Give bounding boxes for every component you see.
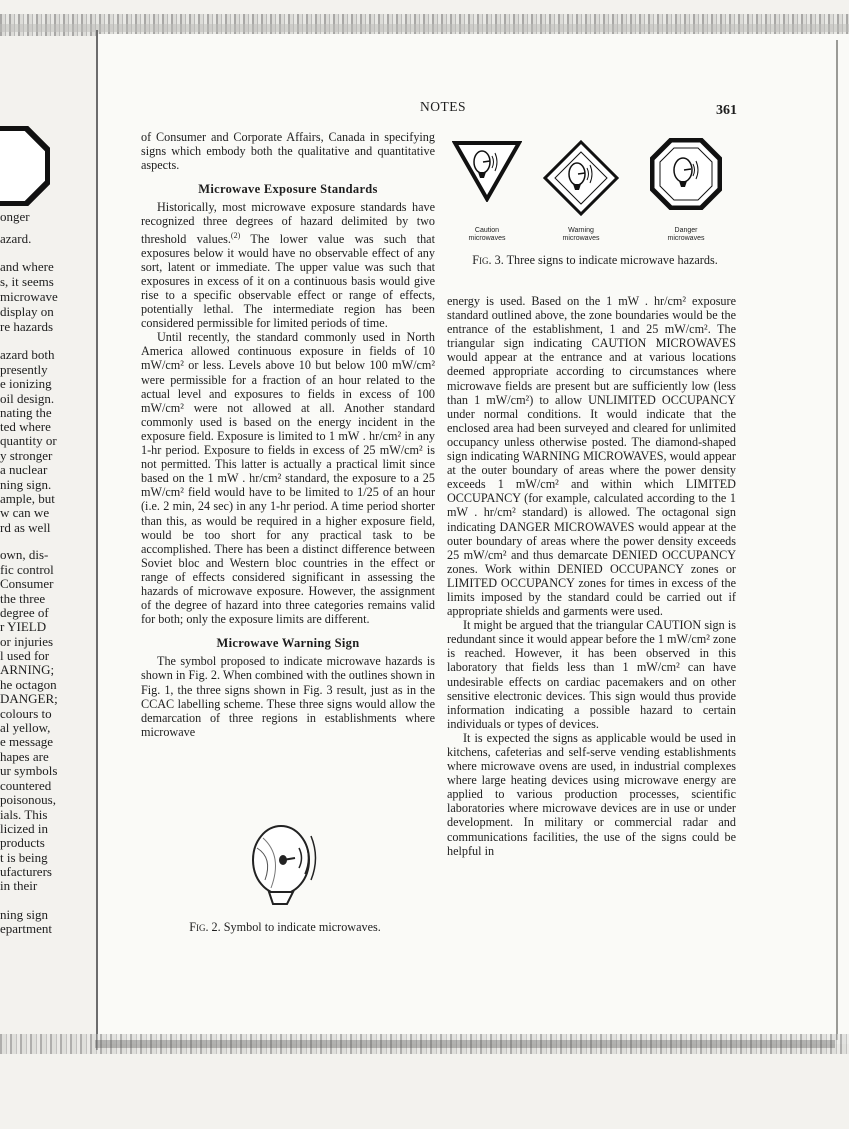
paragraph-might-be-argued: It might be argued that the triangular CAUTION sign is redundant since it would appear before the 1 mW/cm² zone is reached. However, it has been observed in this laboratory that fields less than 1 mW/cm² can have undesirable effects on cardiac pacemakers and on other sensitive electronic devices. This sign would thus provide information indicating a possible hazard to certain individuals or types of devices. <box>447 618 736 731</box>
text-column-right <box>447 294 736 858</box>
sign-label-line2: microwaves <box>468 235 506 242</box>
scan-edge-bottom-shadow <box>95 1040 835 1048</box>
sign-label-line1: Warning <box>568 227 594 234</box>
paragraph-text: Historically, most microwave exposure standards have recognized three degrees of hazard delimited by two threshold values. <box>141 200 435 246</box>
facing-page-fragment-line: e ionizing <box>0 376 52 391</box>
facing-page-fragment-line: a nuclear <box>0 462 48 477</box>
facing-page-fragment-line: ur symbols <box>0 763 58 778</box>
facing-page-fragment-line: display on <box>0 304 54 319</box>
facing-page-fragment-line: microwave <box>0 289 58 304</box>
facing-page-fragment-line: rd as well <box>0 520 51 535</box>
facing-page-fragment <box>0 0 97 1129</box>
facing-page-fragment-line: re hazards <box>0 319 54 334</box>
facing-page-fragment-line: or injuries <box>0 634 54 649</box>
facing-page-fragment-line: DANGER; <box>0 691 58 706</box>
running-title: NOTES <box>420 99 466 114</box>
octagon-sign-fragment-icon <box>0 126 50 206</box>
facing-page-fragment-line: and where <box>0 259 54 274</box>
facing-page-fragment-line: Consumer <box>0 576 54 591</box>
facing-page-fragment-line: colours to <box>0 706 52 721</box>
facing-page-fragment-line: ARNING; <box>0 662 55 677</box>
facing-page-fragment-line: ning sign <box>0 907 49 922</box>
danger-octagon-sign-icon <box>650 138 722 210</box>
facing-page-fragment-line: oil design. <box>0 391 55 406</box>
paragraph-until-recently: Until recently, the standard commonly used in North America allowed continuous exposure in fields of 10 mW/cm² or less. Levels above 10 but below 100 mW/cm² were permissible for a fraction of an hour related to the actual level and exposures to fields in excess of 100 mW/cm² were not allowed at all. Another standard commonly used is based on the energy incident in the exposure field. Exposure is limited to 1 mW . hr/cm² in any 1-hr period. Exposure to fields in excess of 25 mW/cm² is not permitted. This latter is actually a practical limit since based on the 1 mW . hr/cm² standard, the exposure to a 25 mW/cm² field would have to be limited to 1/25 of an hour (i.e. 2 min, 24 sec) in any 1-hr period. A time period shorter than this, as would be required in a higher exposure field, would be too short for any practical task to be accomplished. There has been a distinct difference between Soviet bloc and Western bloc countries in the effect or range of effects considered significant in assessing the hazards of microwave exposure. However, the assignment of the degree of hazard into three categories remains valid for both; only the exposure limits are different. <box>141 330 435 627</box>
warning-diamond-sign-icon <box>543 140 619 216</box>
facing-page-fragment-line: r YIELD <box>0 619 47 634</box>
facing-page-fragment-line: azard. <box>0 231 32 246</box>
sign-label-line1: Caution <box>474 227 500 234</box>
paragraph-it-is-expected: It is expected the signs as applicable would be used in kitchens, cafeterias and self-serve vending establishments where microwave ovens are used, in industrial complexes where large heating devices using microwave energy are applied to various production processes, scientific laboratories where microwave devices are in use or under development. In military or commercial radar and communications facilities, the use of the signs could be helpful in <box>447 730 736 858</box>
facing-page-fragment-line: in their <box>0 878 38 893</box>
facing-page-fragment-line: ning sign. <box>0 477 52 492</box>
intro-paragraph: of Consumer and Corporate Affairs, Canada in specifying signs which embody both the qualitative and quantitative aspects. <box>141 130 435 173</box>
facing-page-fragment-line: l used for <box>0 648 50 663</box>
page-right-edge <box>836 40 838 1040</box>
facing-page-fragment-line: w can we <box>0 505 50 520</box>
facing-page-fragment-line: hapes are <box>0 749 49 764</box>
facing-page-fragment-line: own, dis- <box>0 547 49 562</box>
figure-2-caption <box>160 920 410 934</box>
facing-page-fragment-line: countered <box>0 778 52 793</box>
sign-label-danger <box>660 227 712 243</box>
facing-page-fragment-line: e message <box>0 734 54 749</box>
sign-label-line1: Danger <box>674 227 698 234</box>
facing-page-fragment-line: ufacturers <box>0 864 52 879</box>
sign-label-line2: microwaves <box>562 235 600 242</box>
figure-2-label: Fig. 2. <box>189 920 221 934</box>
section-heading-warning-sign: Microwave Warning Sign <box>216 636 360 651</box>
facing-page-fragment-line: azard both <box>0 347 55 362</box>
figure-2-text: Symbol to indicate microwaves. <box>223 920 381 934</box>
facing-page-fragment-line: ials. This <box>0 807 48 822</box>
figure-3-caption <box>470 253 720 267</box>
facing-page-fragment-line: poisonous, <box>0 792 56 807</box>
facing-page-fragment-line: fic control <box>0 562 54 577</box>
sign-label-line2: microwaves <box>667 235 705 242</box>
facing-page-fragment-line: quantity or <box>0 433 57 448</box>
paragraph-text-cont: The lower value was such that exposures below it would have no observable effect of any sort, latent or immediate. The upper value was such that exposures in excess of it on a continuous basis would give rise to a specific observable effect or range of effects, potentially lethal. The intermediate region has been considered permissible for limited periods of time. <box>141 231 435 331</box>
facing-page-fragment-line: degree of <box>0 605 49 620</box>
section-heading-exposure-standards: Microwave Exposure Standards <box>198 182 378 197</box>
paragraph-historically <box>141 200 435 330</box>
caution-triangle-sign-icon <box>452 140 522 202</box>
figure-3-label: Fig. 3. <box>472 253 504 267</box>
paragraph-symbol-proposed: The symbol proposed to indicate microwave hazards is shown in Fig. 2. When combined with the outlines shown in Fig. 1, the three signs shown in Fig. 3 result, just as in the CCAC labelling scheme. These three signs would allow the demarcation of three regions in establishments where microwave <box>141 654 435 739</box>
page-number: 361 <box>716 103 737 118</box>
facing-page-fragment-line: licized in <box>0 821 49 836</box>
facing-page-fragment-line: al yellow, <box>0 720 51 735</box>
facing-page-fragment-line: ted where <box>0 419 51 434</box>
facing-page-fragment-line: s, it seems <box>0 274 54 289</box>
facing-page-fragment-line: nating the <box>0 405 52 420</box>
paragraph-energy-is-used: energy is used. Based on the 1 mW . hr/cm² exposure standard outlined above, the zone boundaries would be the entrance of the establishment, 1 and 25 mW/cm². The triangular sign indicating CAUTION MICROWAVES would appear at the entrance and at various locations deemed appropriate according to circumstances where microwave fields are present but are sufficiently low (less than 1 mW/cm²) to allow UNLIMITED OCCUPANCY under normal conditions. It would indicate that the enclosed area had been surveyed and cleared for unlimited occupancy unless otherwise posted. The diamond-shaped sign indicating WARNING MICROWAVES, would appear at the outer boundary of areas where the power density exceeds 1 mW/cm² and within which LIMITED OCCUPANCY (for example, calculated according to the 1 mW . hr/cm² standard) is allowed. The octagonal sign indicating DANGER MICROWAVES would appear at the outer boundary of areas where the power density exceeds 25 mW/cm² and thus demarcate DENIED OCCUPANCY zones. Work within DENIED OCCUPANCY zones or LIMITED OCCUPANCY zones for times in excess of the limits imposed by the standard could be carried out if appropriate shields and garments were used. <box>447 294 736 619</box>
figure-3-text: Three signs to indicate microwave hazards. <box>506 253 718 267</box>
facing-page-fragment-line: t is being <box>0 850 48 865</box>
sign-label-caution <box>462 227 512 243</box>
facing-page-fragment-line: presently <box>0 362 48 377</box>
reference-marker: (2) <box>230 230 241 240</box>
sign-label-warning <box>555 227 607 243</box>
facing-page-fragment-line: he octagon <box>0 677 57 692</box>
facing-page-fragment-line: y stronger <box>0 448 53 463</box>
text-column-left <box>141 130 435 739</box>
facing-page-fragment-line: the three <box>0 591 46 606</box>
facing-page-fragment-line: products <box>0 835 45 850</box>
facing-page-fragment-line: ample, but <box>0 491 55 506</box>
microwave-symbol-figure-icon <box>243 818 331 910</box>
facing-page-fragment-line: epartment <box>0 921 52 936</box>
facing-page-fragment-line: onger <box>0 209 30 224</box>
scan-edge-top-shadow <box>0 24 849 32</box>
